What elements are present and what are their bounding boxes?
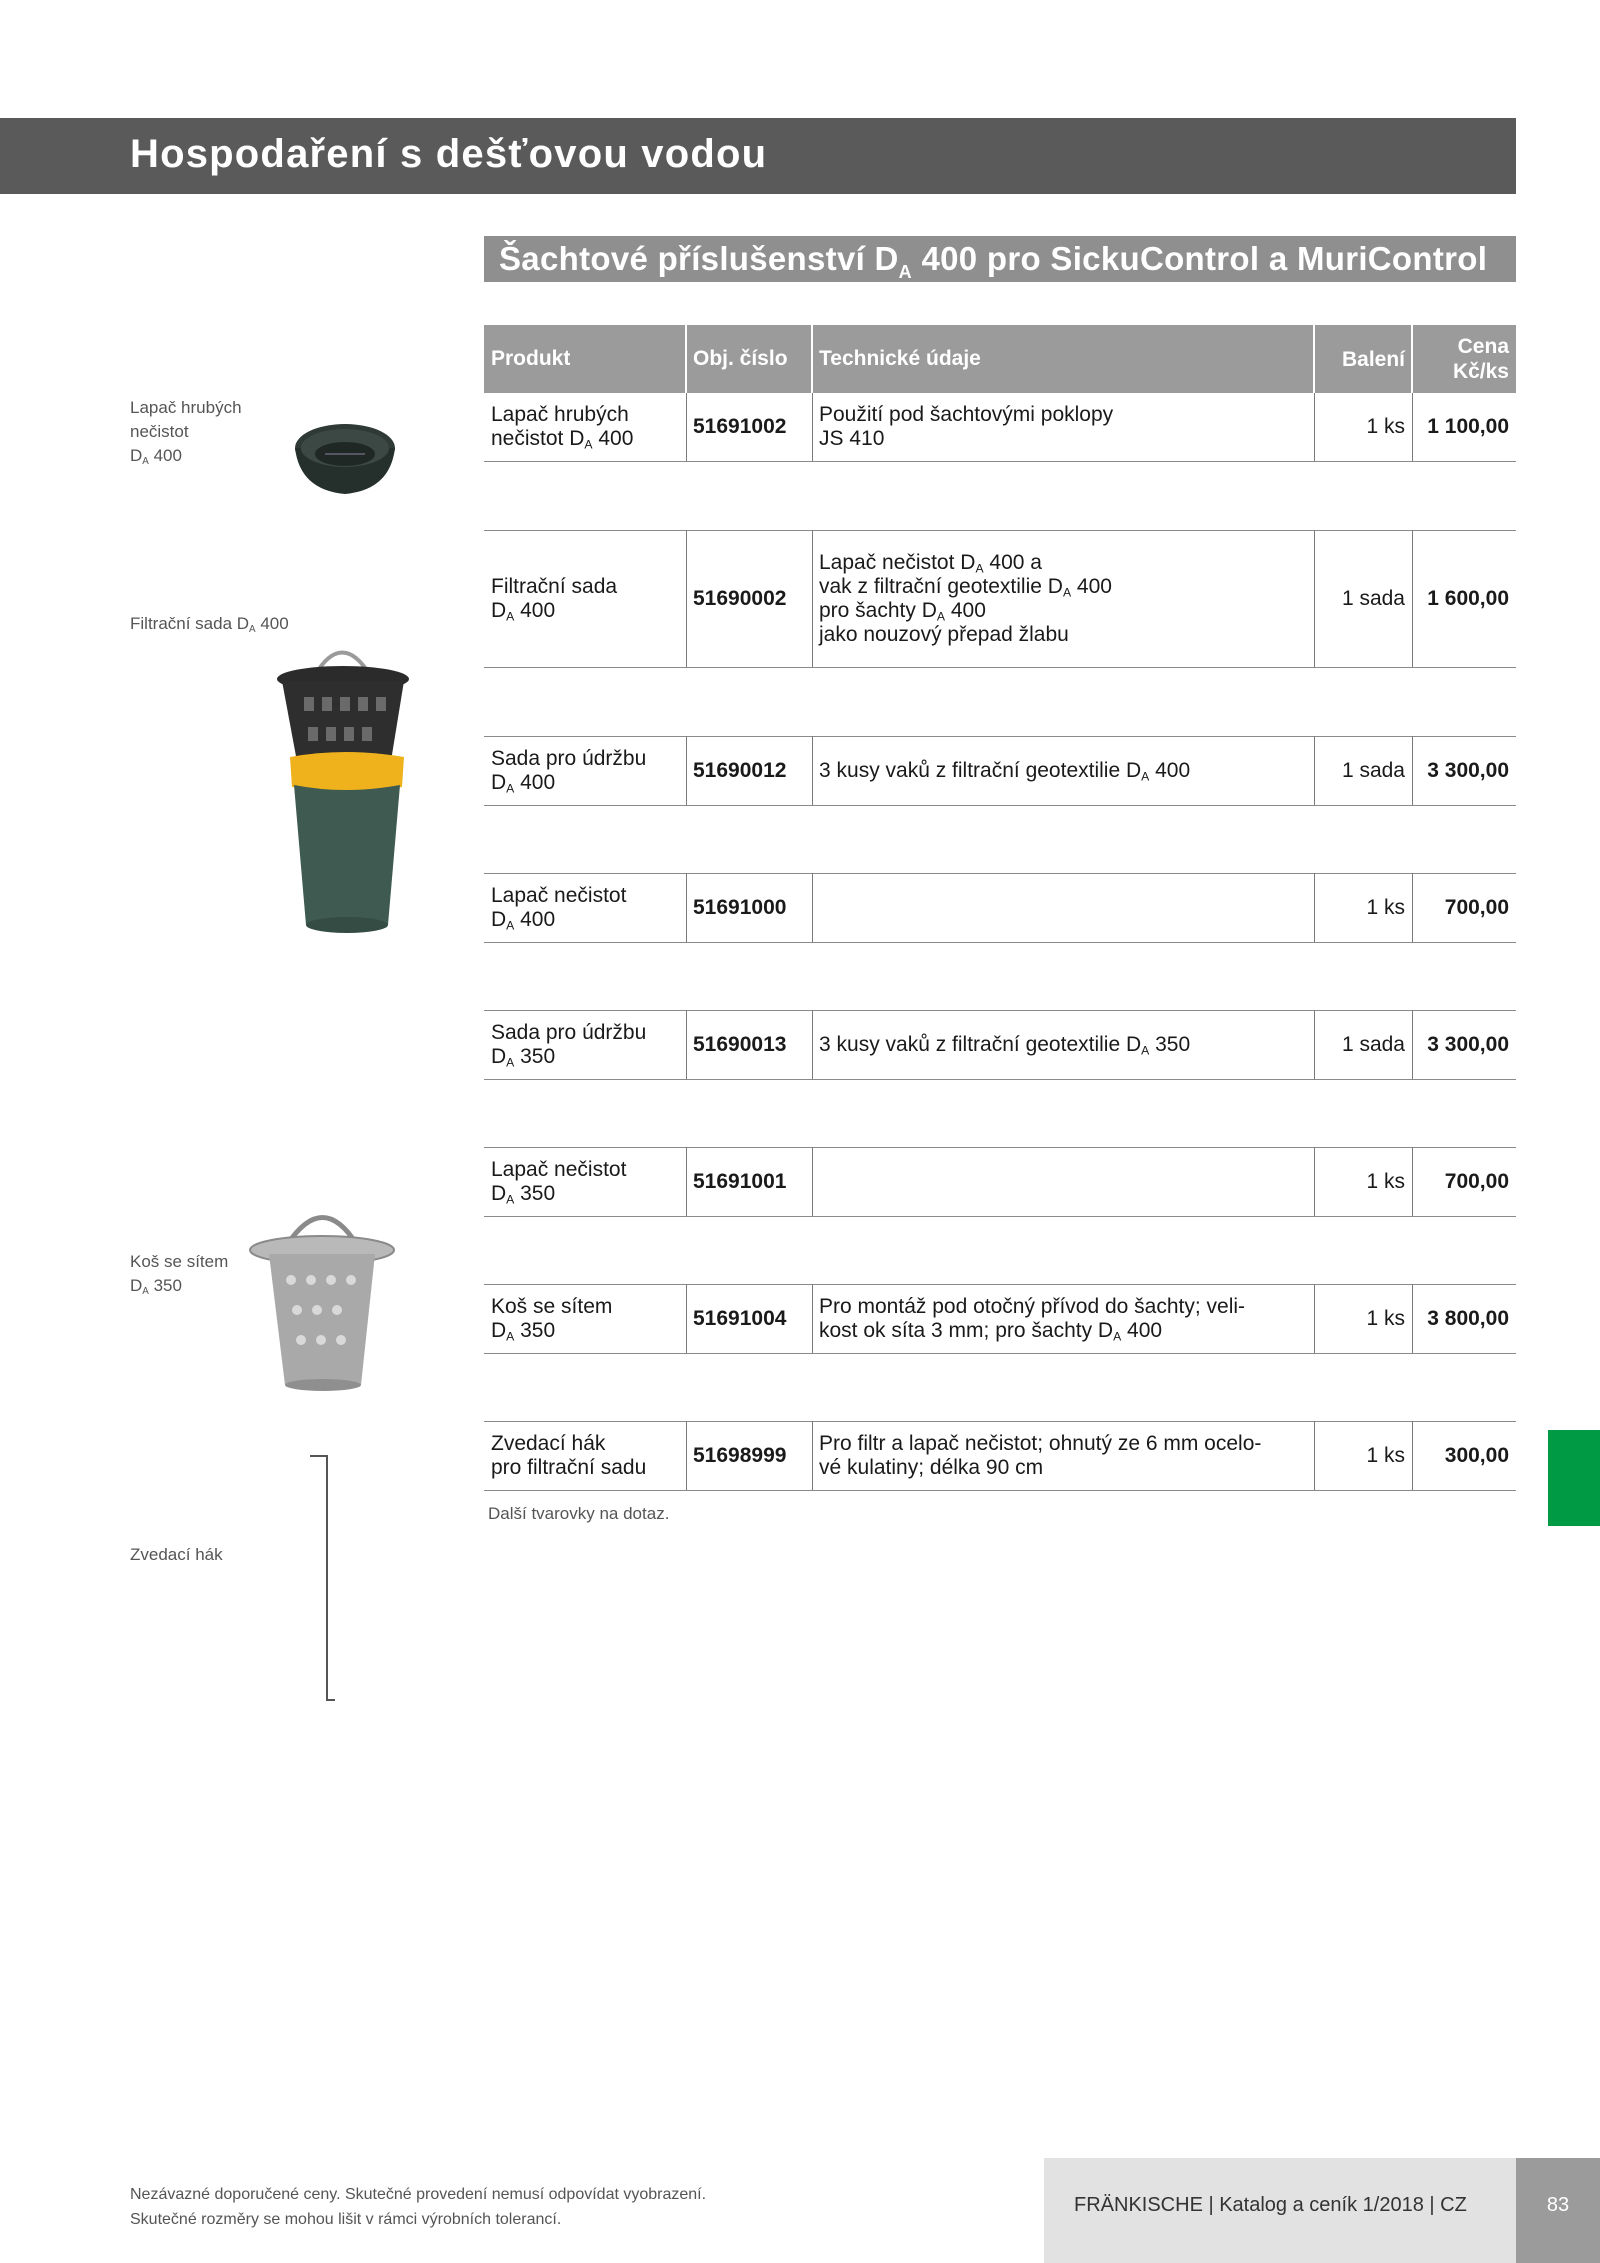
header-band xyxy=(0,118,1516,194)
column-divider xyxy=(812,1010,813,1079)
column-divider xyxy=(812,1421,813,1490)
col-header-baleni: Balení xyxy=(1314,325,1412,393)
column-divider xyxy=(686,393,687,461)
row-divider xyxy=(484,1079,1516,1080)
order-number: 51690013 xyxy=(693,1033,787,1056)
row-divider xyxy=(484,1490,1516,1491)
header-divider xyxy=(685,325,687,393)
packaging: 1 ks xyxy=(1366,415,1405,438)
tech-data xyxy=(812,1148,1314,1216)
order-number: 51690002 xyxy=(693,587,787,610)
order-number: 51698999 xyxy=(693,1444,787,1467)
price: 700,00 xyxy=(1444,896,1509,919)
column-divider xyxy=(812,530,813,667)
strainer-basket-image xyxy=(245,1200,400,1395)
product-cell: Sada pro údržbu $D_A$ 350 xyxy=(491,1021,647,1070)
column-divider xyxy=(1314,873,1315,942)
tech-data: Lapač nečistot $D_A$ 400 a vak z filtrační geotextilie $D_A$ 400 pro šachty $D_A$ 400 jako nouzový přepad žlabu xyxy=(819,551,1112,646)
product-cell: Lapač hrubých nečistot $D_A$ 400 xyxy=(491,403,634,452)
col-header-produkt: Produkt xyxy=(484,325,686,393)
price: 700,00 xyxy=(1444,1170,1509,1193)
column-divider xyxy=(686,1147,687,1216)
column-divider xyxy=(1412,1421,1413,1490)
label-zvedaci-hak: Zvedací hák xyxy=(130,1545,223,1564)
col-header-cena: Cena Kč/ks xyxy=(1412,325,1516,393)
column-divider xyxy=(1412,1147,1413,1216)
footer-disclaimer: Nezávazné doporučené ceny. Skutečné provedení nemusí odpovídat vyobrazení. Skutečné rozměry se mohou lišit v rámci výrobních tolerancí. xyxy=(130,2186,707,2228)
dirt-catcher-bowl-image xyxy=(290,410,400,500)
page-number: 83 xyxy=(1546,2194,1570,2216)
column-divider xyxy=(1314,530,1315,667)
product-cell: Lapač nečistot $D_A$ 350 xyxy=(491,1158,627,1207)
footer-catalog-box xyxy=(1044,2158,1516,2263)
lifting-hook-image xyxy=(305,1450,345,1705)
catalog-info: FRÄNKISCHE | Katalog a ceník 1/2018 | CZ xyxy=(1074,2194,1467,2216)
column-divider xyxy=(686,1284,687,1353)
packaging: 1 sada xyxy=(1341,1033,1405,1056)
order-number: 51691004 xyxy=(693,1307,787,1330)
column-divider xyxy=(1412,736,1413,805)
section-title: Šachtové příslušenství $D_A$ 400 pro SickuControl a MuriControl xyxy=(499,240,1488,282)
column-divider xyxy=(812,873,813,942)
col-header-obj: Obj. číslo xyxy=(686,325,812,393)
section-bar xyxy=(484,236,1516,282)
price: 3 300,00 xyxy=(1427,1033,1509,1056)
column-divider xyxy=(812,393,813,461)
tech-data: Pro filtr a lapač nečistot; ohnutý ze 6 mm ocelo- vé kulatiny; délka 90 cm xyxy=(819,1432,1262,1479)
tech-data: 3 kusy vaků z filtrační geotextilie $D_A$ 350 xyxy=(819,1033,1191,1058)
col-header-tech: Technické údaje xyxy=(812,325,1314,393)
packaging: 1 ks xyxy=(1366,896,1405,919)
column-divider xyxy=(686,873,687,942)
packaging: 1 sada xyxy=(1341,587,1405,610)
column-divider xyxy=(1314,736,1315,805)
page-number-box xyxy=(1516,2158,1600,2263)
row-divider xyxy=(484,1353,1516,1354)
column-divider xyxy=(1412,1010,1413,1079)
label-kos: Koš se sítem $D_A$ 350 xyxy=(130,1252,229,1297)
row-divider xyxy=(484,942,1516,943)
product-cell: Lapač nečistot $D_A$ 400 xyxy=(491,884,627,933)
column-divider xyxy=(1314,393,1315,461)
packaging: 1 sada xyxy=(1341,759,1405,782)
column-divider xyxy=(1314,1147,1315,1216)
column-divider xyxy=(1412,530,1413,667)
packaging: 1 ks xyxy=(1366,1170,1405,1193)
packaging: 1 ks xyxy=(1366,1444,1405,1467)
row-divider xyxy=(484,461,1516,462)
header-divider xyxy=(811,325,813,393)
packaging: 1 ks xyxy=(1366,1307,1405,1330)
label-filtracni-sada: Filtrační sada $D_A$ 400 xyxy=(130,614,289,635)
column-divider xyxy=(1412,1284,1413,1353)
note-text: Další tvarovky na dotaz. xyxy=(488,1504,670,1523)
column-divider xyxy=(686,1421,687,1490)
product-cell: Koš se sítem $D_A$ 350 xyxy=(491,1295,613,1344)
column-divider xyxy=(1314,1010,1315,1079)
column-divider xyxy=(686,530,687,667)
order-number: 51691000 xyxy=(693,896,787,919)
row-divider xyxy=(484,1216,1516,1217)
order-number: 51691002 xyxy=(693,415,787,438)
price: 1 100,00 xyxy=(1427,415,1509,438)
order-number: 51690012 xyxy=(693,759,787,782)
column-divider xyxy=(812,1147,813,1216)
column-divider xyxy=(1314,1421,1315,1490)
page-title: Hospodaření s dešťovou vodou xyxy=(130,132,768,176)
column-divider xyxy=(1412,393,1413,461)
tech-data: 3 kusy vaků z filtrační geotextilie $D_A$ 400 xyxy=(819,759,1191,784)
price: 3 300,00 xyxy=(1427,759,1509,782)
column-divider xyxy=(1412,873,1413,942)
column-divider xyxy=(686,1010,687,1079)
label-lapac: Lapač hrubých nečistot $D_A$ 400 xyxy=(130,398,242,467)
filter-set-image xyxy=(270,635,420,935)
price: 300,00 xyxy=(1444,1444,1509,1467)
tech-data: Pro montáž pod otočný přívod do šachty; veli- kost ok síta 3 mm; pro šachty $D_A$ 400 xyxy=(819,1295,1246,1344)
price: 3 800,00 xyxy=(1427,1307,1509,1330)
section-tab-marker xyxy=(1548,1430,1600,1526)
product-cell: Sada pro údržbu $D_A$ 400 xyxy=(491,747,647,796)
column-divider xyxy=(686,736,687,805)
order-number: 51691001 xyxy=(693,1170,787,1193)
header-divider xyxy=(1411,325,1413,393)
tech-data: Použití pod šachtovými poklopy JS 410 xyxy=(819,403,1114,450)
row-divider xyxy=(484,667,1516,668)
header-divider xyxy=(1313,325,1315,393)
column-divider xyxy=(1314,1284,1315,1353)
product-cell: Filtrační sada $D_A$ 400 xyxy=(491,575,618,624)
tech-data xyxy=(812,874,1314,942)
row-divider xyxy=(484,805,1516,806)
price: 1 600,00 xyxy=(1427,587,1509,610)
column-divider xyxy=(812,736,813,805)
column-divider xyxy=(812,1284,813,1353)
product-cell: Zvedací hák pro filtrační sadu xyxy=(491,1432,647,1479)
